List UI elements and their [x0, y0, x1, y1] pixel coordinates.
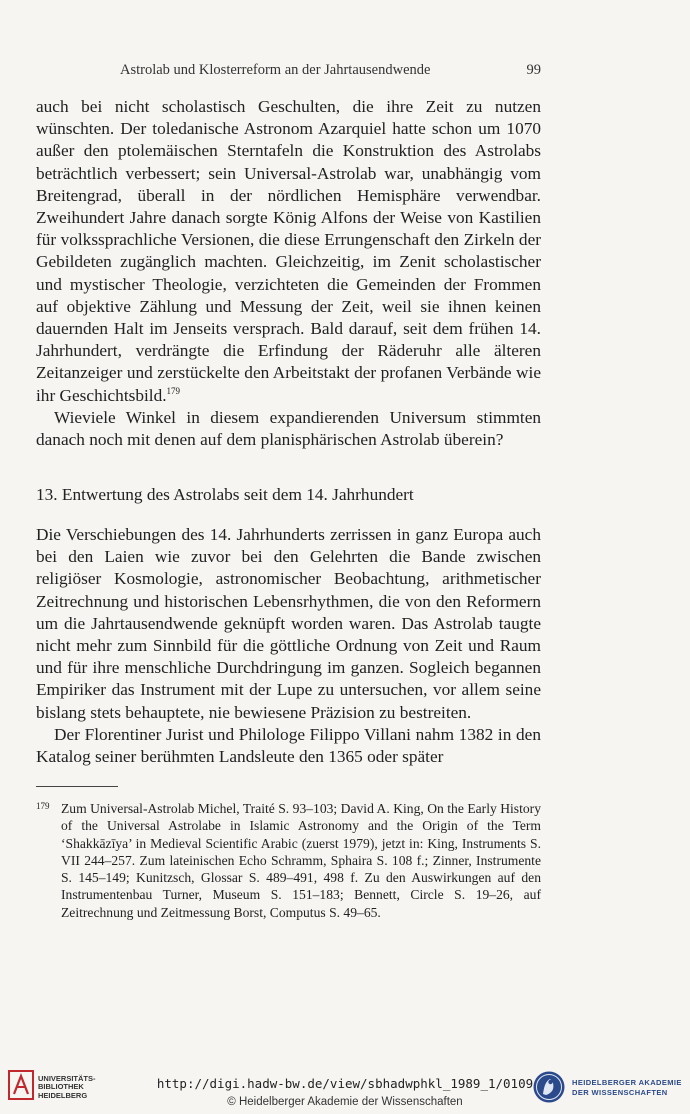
academy-seal-icon[interactable]	[532, 1070, 566, 1104]
footnote	[36, 800, 541, 921]
body-text	[36, 96, 541, 451]
footnote-divider	[36, 786, 118, 787]
page-number: 99	[526, 62, 541, 78]
paragraph	[36, 96, 541, 407]
library-name-line: HEIDELBERG	[38, 1090, 88, 1100]
running-title: Astrolab und Klosterreform an der Jahrtausendwende	[120, 62, 431, 78]
footnote-reference[interactable]: 179	[166, 385, 181, 396]
paragraph: Wieviele Winkel in diesem expandierenden Universum stimmten danach noch mit denen auf dem planisphärischen Astrolab überein?	[36, 407, 541, 450]
academy-name-line: HEIDELBERGER AKADEMIE	[572, 1078, 682, 1087]
academy-name-line: DER WISSENSCHAFTEN	[572, 1087, 668, 1097]
paragraph: Die Verschiebungen des 14. Jahrhunderts zerrissen in ganz Europa auch bei den Laien wie zuvor bei den Gelehrten die Bande zwischen religiöser Kosmologie, astronomischer Beobachtung, arithmetischer Zeitrechnung und historischen Lebensrhythmen, die von den Reformern um die Jahrtausendwende geknüpft worden waren. Das Astrolab taugte nicht mehr zum Sinnbild für die göttliche Ordnung von Zeit und Raum und für ihre menschliche Durchdringung im ganzen. Sogleich begannen Empiriker das Instrument mit der Lupe zu untersuchen, vor allem seine bislang stets behauptete, nie bewiesene Präzision zu bestreiten.	[36, 525, 541, 722]
academy-name[interactable]	[572, 1078, 682, 1097]
paragraph-text: auch bei nicht scholastisch Geschulten, die ihre Zeit zu nutzen wünschten. Der toledanische Astronom Azarquiel hatte schon um 1070 außer den ptolemäischen Sterntafeln die Konstruktion des Astrolabs beträchtlich verbessert; sein Universal-Astrolab war, unabhängig vom Breitengrad, überall in der nördlichen Hemisphäre verwendbar. Zweihundert Jahre danach sorgte König Alfons der Weise von Kastilien für volkssprachliche Versionen, die diese Errungenschaft den Zirkeln der Gebildeten zugänglich machten. Gleichzeitig, im Zenit scholastischer und mystischer Theologie, verzichteten die Gemeinden der Frommen auf objektive Zählung und Messung der Zeit, weil sie ihnen keinen dauernden Halt im Jenseits versprach. Bald darauf, seit dem frühen 14. Jahrhundert, verdrängte die Erfindung der Räderuhr alle älteren Zeitanzeiger und zerstückelte den Arbeitstakt der profanen Verbände wie ihr Geschichtsbild.	[36, 97, 541, 405]
permalink-url[interactable]: http://digi.hadw-bw.de/view/sbhadwphkl_1989_1/0109	[156, 1076, 534, 1091]
section-heading: 13. Entwertung des Astrolabs seit dem 14. Jahrhundert	[36, 485, 414, 504]
library-name-line: UNIVERSITÄTS-	[38, 1074, 96, 1083]
copyright-notice: © Heidelberger Akademie der Wissenschaften	[227, 1096, 463, 1108]
library-name-line: BIBLIOTHEK	[38, 1082, 84, 1092]
digitization-footer	[0, 1062, 690, 1114]
section-body-text	[36, 524, 541, 768]
footnote-number: 179	[36, 801, 50, 811]
paragraph: Der Florentiner Jurist und Philologe Filippo Villani nahm 1382 in den Katalog seiner berühmten Landsleute den 1365 oder später	[36, 724, 541, 767]
footnote-text: Zum Universal-Astrolab Michel, Traité S. 93–103; David A. King, On the Early History of the Universal Astrolabe in Islamic Astronomy and the Origin of the Term ‘Shakkāzīya’ in Medieval Scientific Arabic (zuerst 1979), jetzt in: King, Instruments S. VII 244–257. Zum lateinischen Echo Schramm, Sphaira S. 108 f.; Zinner, Instrumente S. 145–149; Kunitzsch, Glossar S. 489–491, 498 f. Zu den Auswirkungen auf den Instrumentenbau Turner, Museum S. 151–183; Bennett, Circle S. 19–26, auf Zeitrechnung und Zeitmessung Borst, Computus S. 49–65.	[61, 801, 541, 920]
